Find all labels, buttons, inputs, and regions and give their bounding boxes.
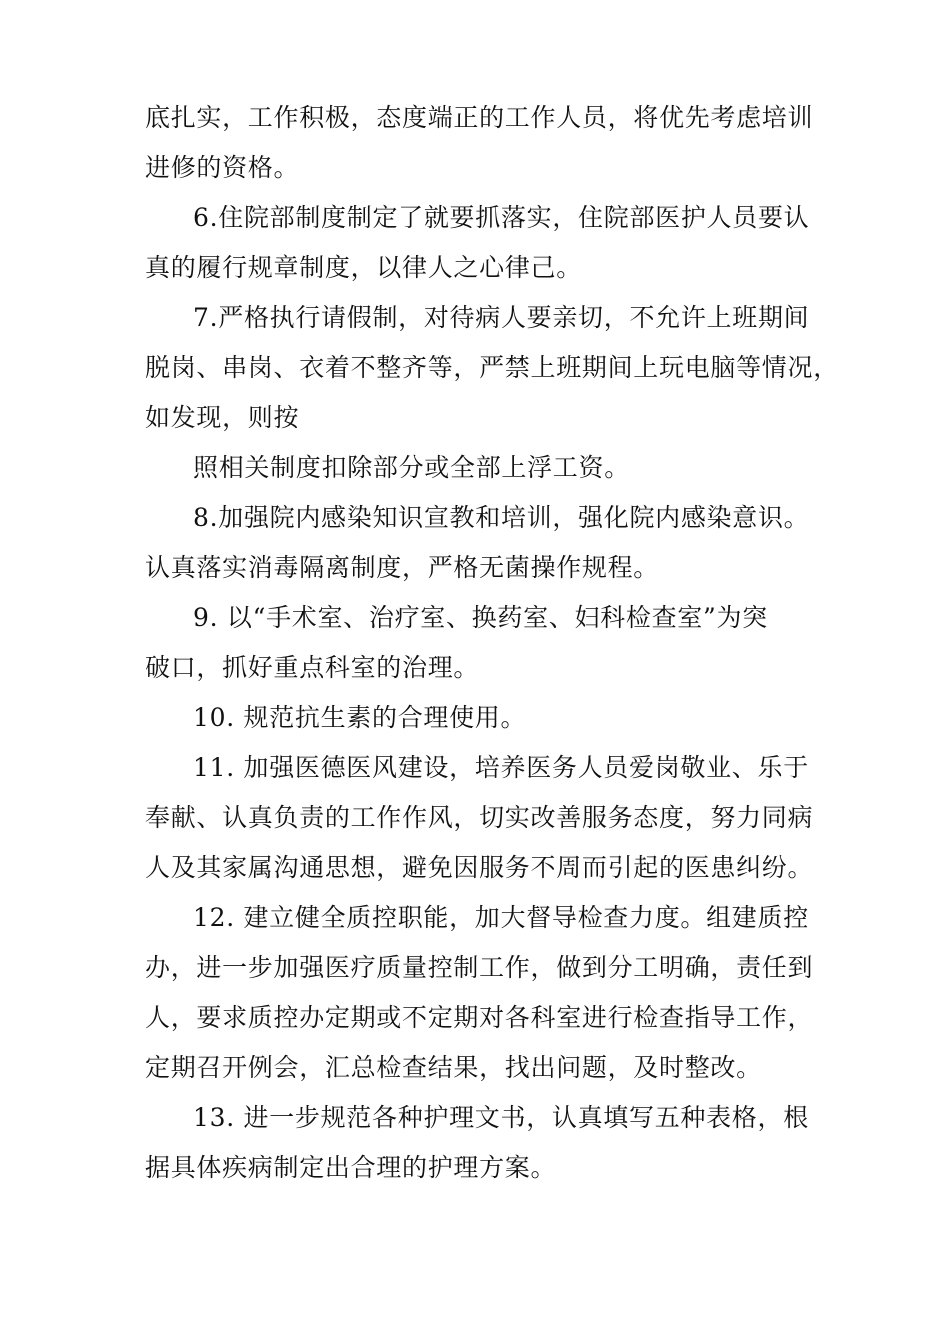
paragraph-11-line: 11. 加强医德医风建设，培养医务人员爱岗敬业、乐于 xyxy=(193,753,809,782)
text-line: 如发现，则按 xyxy=(145,403,300,432)
text-line: 照相关制度扣除部分或全部上浮工资。 xyxy=(193,453,630,482)
text-line: 底扎实，工作积极，态度端正的工作人员，将优先考虑培训 xyxy=(145,103,814,132)
text-line: 办，进一步加强医疗质量控制工作，做到分工明确，责任到 xyxy=(145,953,814,982)
text-line: 认真落实消毒隔离制度，严格无菌操作规程。 xyxy=(145,553,660,582)
text-line: 定期召开例会，汇总检查结果，找出问题，及时整改。 xyxy=(145,1053,762,1082)
paragraph-10-line: 10. 规范抗生素的合理使用。 xyxy=(193,703,527,732)
paragraph-7-line: 7.严格执行请假制，对待病人要亲切，不允许上班期间 xyxy=(193,303,810,332)
paragraph-6-line: 6.住院部制度制定了就要抓落实，住院部医护人员要认 xyxy=(193,203,810,232)
paragraph-9-line: 9. 以“手术室、治疗室、换药室、妇科检查室”为突 xyxy=(193,603,768,632)
text-line: 脱岗、串岗、衣着不整齐等，严禁上班期间上玩电脑等情况， xyxy=(145,353,839,382)
text-line: 据具体疾病制定出合理的护理方案。 xyxy=(145,1153,557,1182)
paragraph-12-line: 12. 建立健全质控职能，加大督导检查力度。组建质控 xyxy=(193,903,809,932)
text-line: 人及其家属沟通思想，避免因服务不周而引起的医患纠纷。 xyxy=(145,853,814,882)
text-line: 破口，抓好重点科室的治理。 xyxy=(145,653,480,682)
text-line: 进修的资格。 xyxy=(145,153,300,182)
text-line: 人，要求质控办定期或不定期对各科室进行检查指导工作， xyxy=(145,1003,814,1032)
text-line: 真的履行规章制度，以律人之心律己。 xyxy=(145,253,582,282)
paragraph-8-line: 8.加强院内感染知识宣教和培训，强化院内感染意识。 xyxy=(193,503,810,532)
text-line: 奉献、认真负责的工作作风，切实改善服务态度，努力同病 xyxy=(145,803,814,832)
paragraph-13-line: 13. 进一步规范各种护理文书，认真填写五种表格，根 xyxy=(193,1103,809,1132)
